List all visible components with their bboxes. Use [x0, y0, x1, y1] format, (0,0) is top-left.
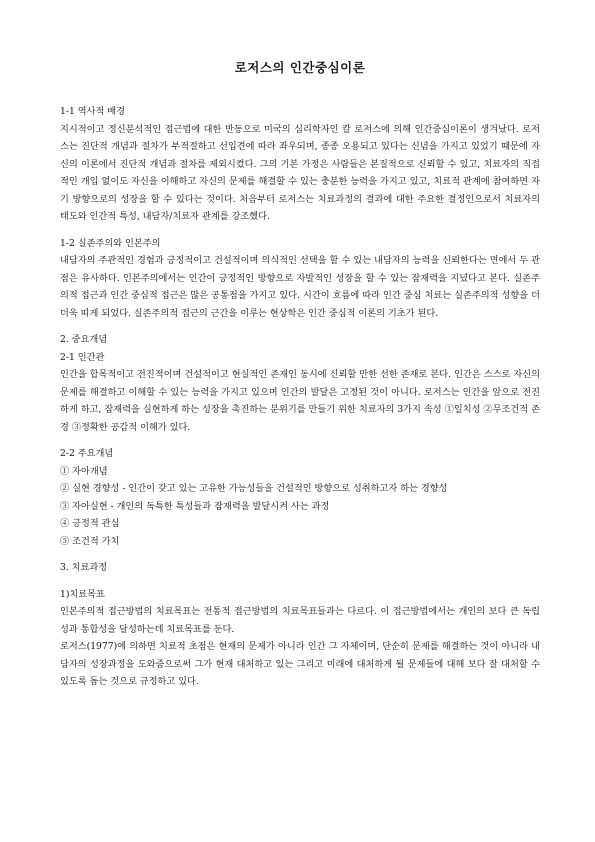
section-1-2-heading: 1-2 실존주의와 인본주의: [60, 237, 161, 249]
section-3-1-body-1: 인본주의적 접근방법의 치료목표는 전통적 접근방법의 치료목표들과는 다르다. 이 접근방법에서는 개인의 보다 큰 독립성과 통합성을 달성하는데 치료목표를 둔다.: [60, 606, 540, 635]
concept-item-conditional-worth: ⑤ 조건적 가치: [60, 535, 120, 547]
document-page: [60, 58, 540, 691]
document-title: 로저스의 인간중심이론: [234, 60, 366, 75]
section-2-1-heading: 2-1 인간관: [60, 351, 105, 363]
section-1-2-body: 내담자의 주관적인 경험과 긍정적이고 건설적이며 의식적인 선택을 할 수 있는 내담자의 능력을 신뢰한다는 면에서 두 관점은 유사하다. 인본주의에서는 인간이 긍정적인 방향으로 자발적인 성장을 할 수 있는 잠재력을 지녔다고 본다. 실존주의적 접근과 인간 중심적 접근은 많은 공통점을 가지고 있다. 시간이 흐름에 따라 인간 중심 치료는 실존주의적 성향을 더더욱 띠게 되었다. 실존주의적 접근의 근간을 이루는 현상학은 인간 중심적 이론의 기초가 된다.: [60, 255, 540, 319]
section-3-1-heading: 1)치료목표: [60, 588, 105, 600]
concept-item-actualizing-tendency: ② 실현 경향성 - 인간이 갖고 있는 고유한 가능성들을 건설적인 방향으로 성취하고자 하는 경향성: [60, 483, 448, 494]
section-2-heading: 2. 중요개념: [60, 334, 108, 345]
section-3-1-body-2: 로저스(1977)에 의하면 치료적 초점은 현재의 문제가 아니라 인간 그 자체이며, 단순히 문제를 해결하는 것이 아니라 내담자의 성장과정을 도와줌으로써 그가 현재 대처하고 있는 그리고 미래에 대처하게 될 문제들에 대해 보다 잘 대처할 수 있도록 돕는 것으로 규정하고 있다.: [60, 641, 540, 687]
concept-item-self-actualization: ③ 자아실현 - 개인의 독특한 특성들과 잠재력을 발달시켜 사는 과정: [60, 500, 330, 512]
concept-item-positive-regard: ④ 긍정적 관심: [60, 518, 120, 529]
section-2-1-body: 인간을 합목적이고 전진적이며 건설적이고 현실적인 존재인 동시에 신뢰할 만한 선한 존재로 본다. 인간은 스스로 자신의 문제를 해결하고 이해할 수 있는 능력을 가지고 있으며 인간의 발달은 고정된 것이 아니다. 로저스는 인간을 앞으로 전진하게 하고, 잠재력을 실현하게 하는 성장을 촉진하는 분위기를 만들기 위한 치료자의 3가지 속성 ①일치성 ②무조건적 존경 ③정확한 공감적 이해가 있다.: [60, 369, 540, 433]
section-2-2-heading: 2-2 주요개념: [60, 448, 114, 459]
section-1-1-heading: 1-1 역사적 배경: [60, 106, 126, 117]
section-1-1-body: 지시적이고 정신분석적인 접근법에 대한 반동으로 미국의 심리학자인 칼 로저스에 의해 인간중심이론이 생겨났다. 로저스는 진단적 개념과 절차가 부적절하고 선입견에 따라 좌우되며, 종종 오용되고 있다는 신념을 가지고 있었기 때문에 자신의 이론에서 진단적 개념과 절차를 제외시켰다. 그의 기본 가정은 사람들은 본질적으로 신뢰할 수 있고, 치료자의 직접적인 개입 없이도 자신을 이해하고 자신의 문제를 해결할 수 있는 충분한 능력을 가지고 있고, 치료적 관계에 참여하면 자기 방향으로의 성장을 할 수 있다는 것이다. 처음부터 로저스는 치료과정의 결과에 대한 주요한 결정인으로서 치료자의 태도와 인간적 특성, 내담자/치료자 관계를 강조했다.: [60, 123, 540, 222]
section-3-heading: 3. 치료과정: [60, 562, 108, 573]
concept-item-self-concept: ① 자아개념: [60, 465, 108, 477]
